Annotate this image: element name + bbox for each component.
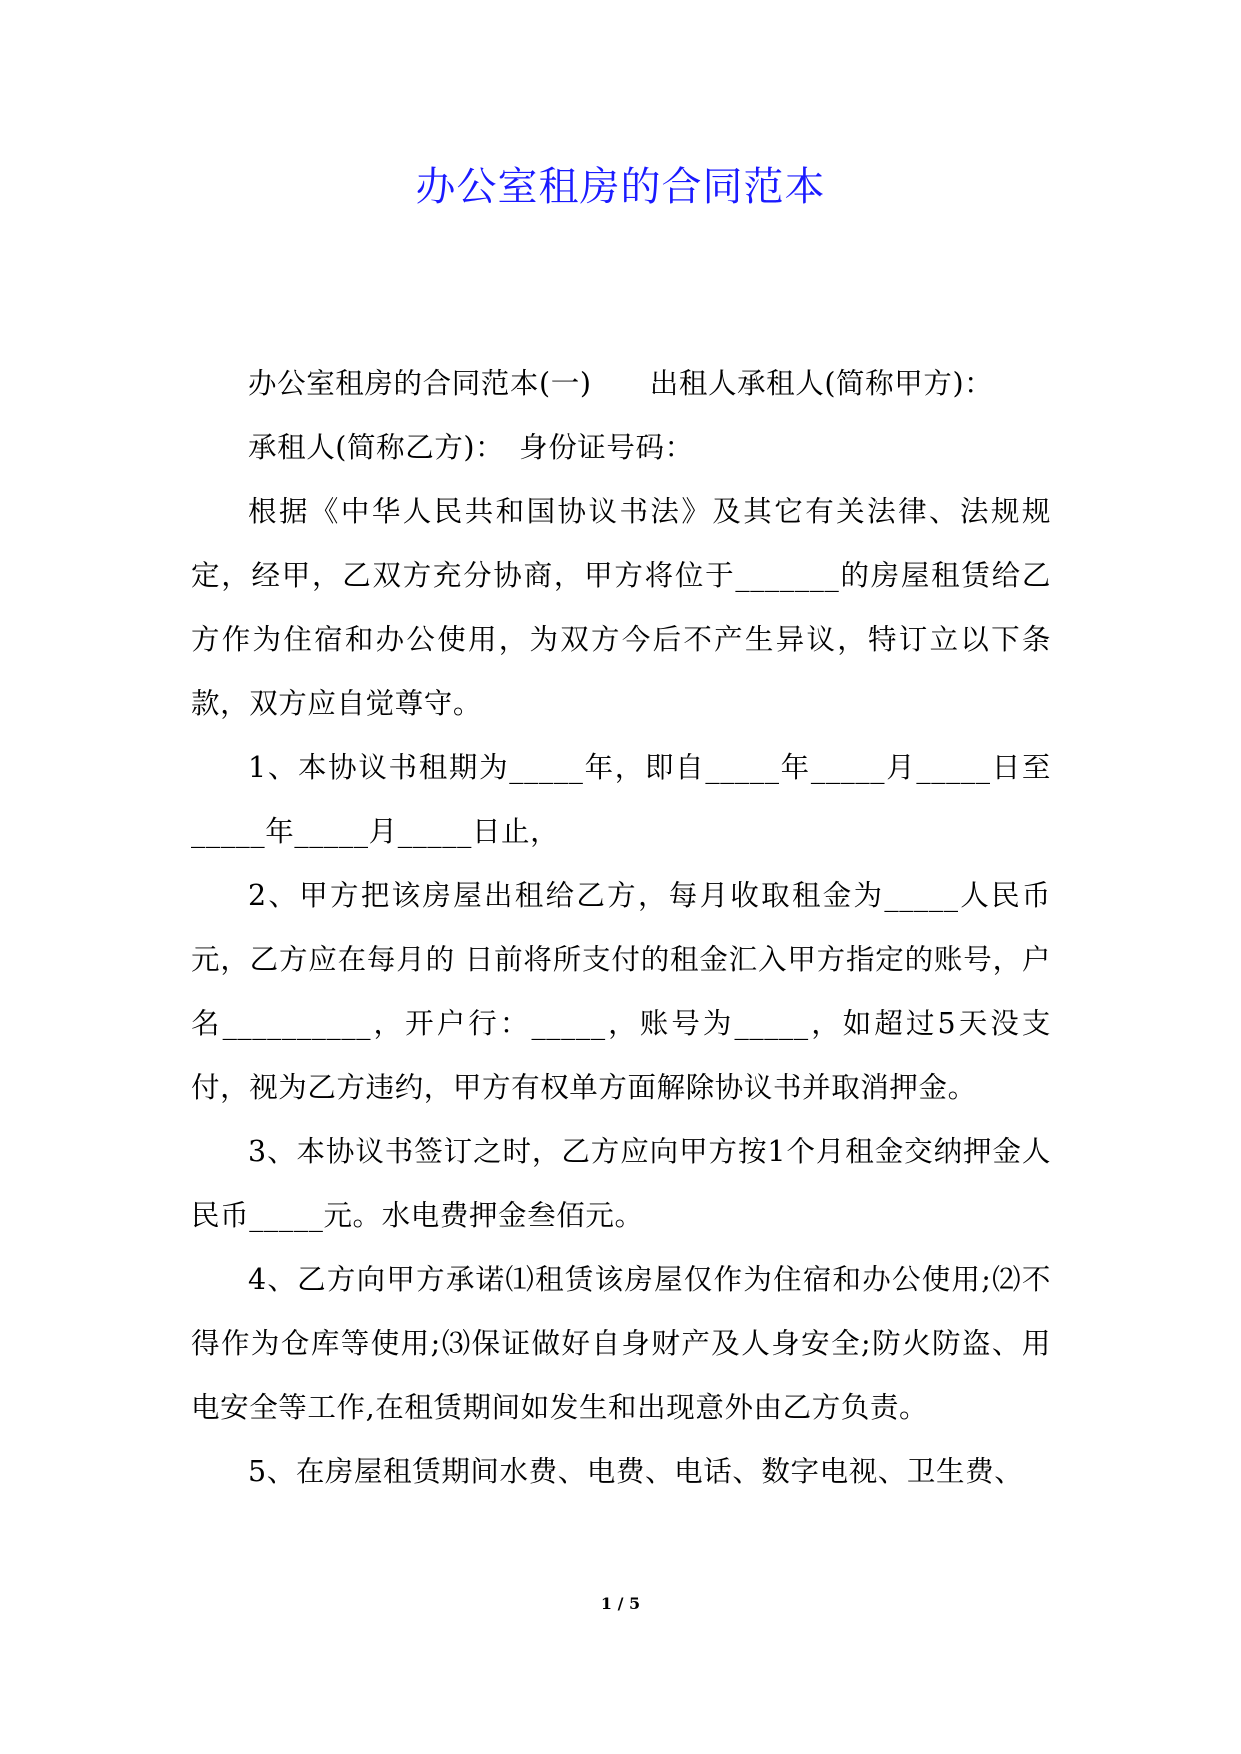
paragraph-clause-5: 5、在房屋租赁期间水费、电费、电话、数字电视、卫生费、 xyxy=(248,1455,1024,1488)
paragraph-preamble: 根据《中华人民共和国协议书法》及其它有关法律、法规规定，经甲，乙双方充分协商，甲方将位于_______的房屋租赁给乙方作为住宿和办公使用，为双方今后不产生异议，特订立以下条款，双方应自觉尊守。 xyxy=(191,495,1051,720)
paragraph-clause-1: 1、本协议书租期为_____年，即自_____年_____月_____日至_____年_____月_____日止， xyxy=(191,751,1051,848)
paragraph-tenant-info: 承租人(简称乙方)： 身份证号码： xyxy=(248,431,694,464)
paragraph-clause-4: 4、乙方向甲方承诺⑴租赁该房屋仅作为住宿和办公使用;⑵不得作为仓库等使用;⑶保证做好自身财产及人身安全;防火防盗、用电安全等工作,在租赁期间如发生和出现意外由乙方负责。 xyxy=(191,1263,1051,1424)
document-body xyxy=(191,352,1051,1504)
paragraph-clause-2: 2、甲方把该房屋出租给乙方，每月收取租金为_____人民币元，乙方应在每月的 日前将所支付的租金汇入甲方指定的账号，户名__________，开户行：_____，账号为_____，如超过5天没支付，视为乙方违约，甲方有权单方面解除协议书并取消押金。 xyxy=(191,879,1051,1104)
paragraph-clause-3: 3、本协议书签订之时，乙方应向甲方按1个月租金交纳押金人民币_____元。水电费押金叁佰元。 xyxy=(191,1135,1051,1232)
page-number: 1 / 5 xyxy=(600,1594,641,1613)
page-title: 办公室租房的合同范本 xyxy=(415,164,826,210)
paragraph-heading: 办公室租房的合同范本(一) 出租人承租人(简称甲方)： xyxy=(248,367,994,400)
